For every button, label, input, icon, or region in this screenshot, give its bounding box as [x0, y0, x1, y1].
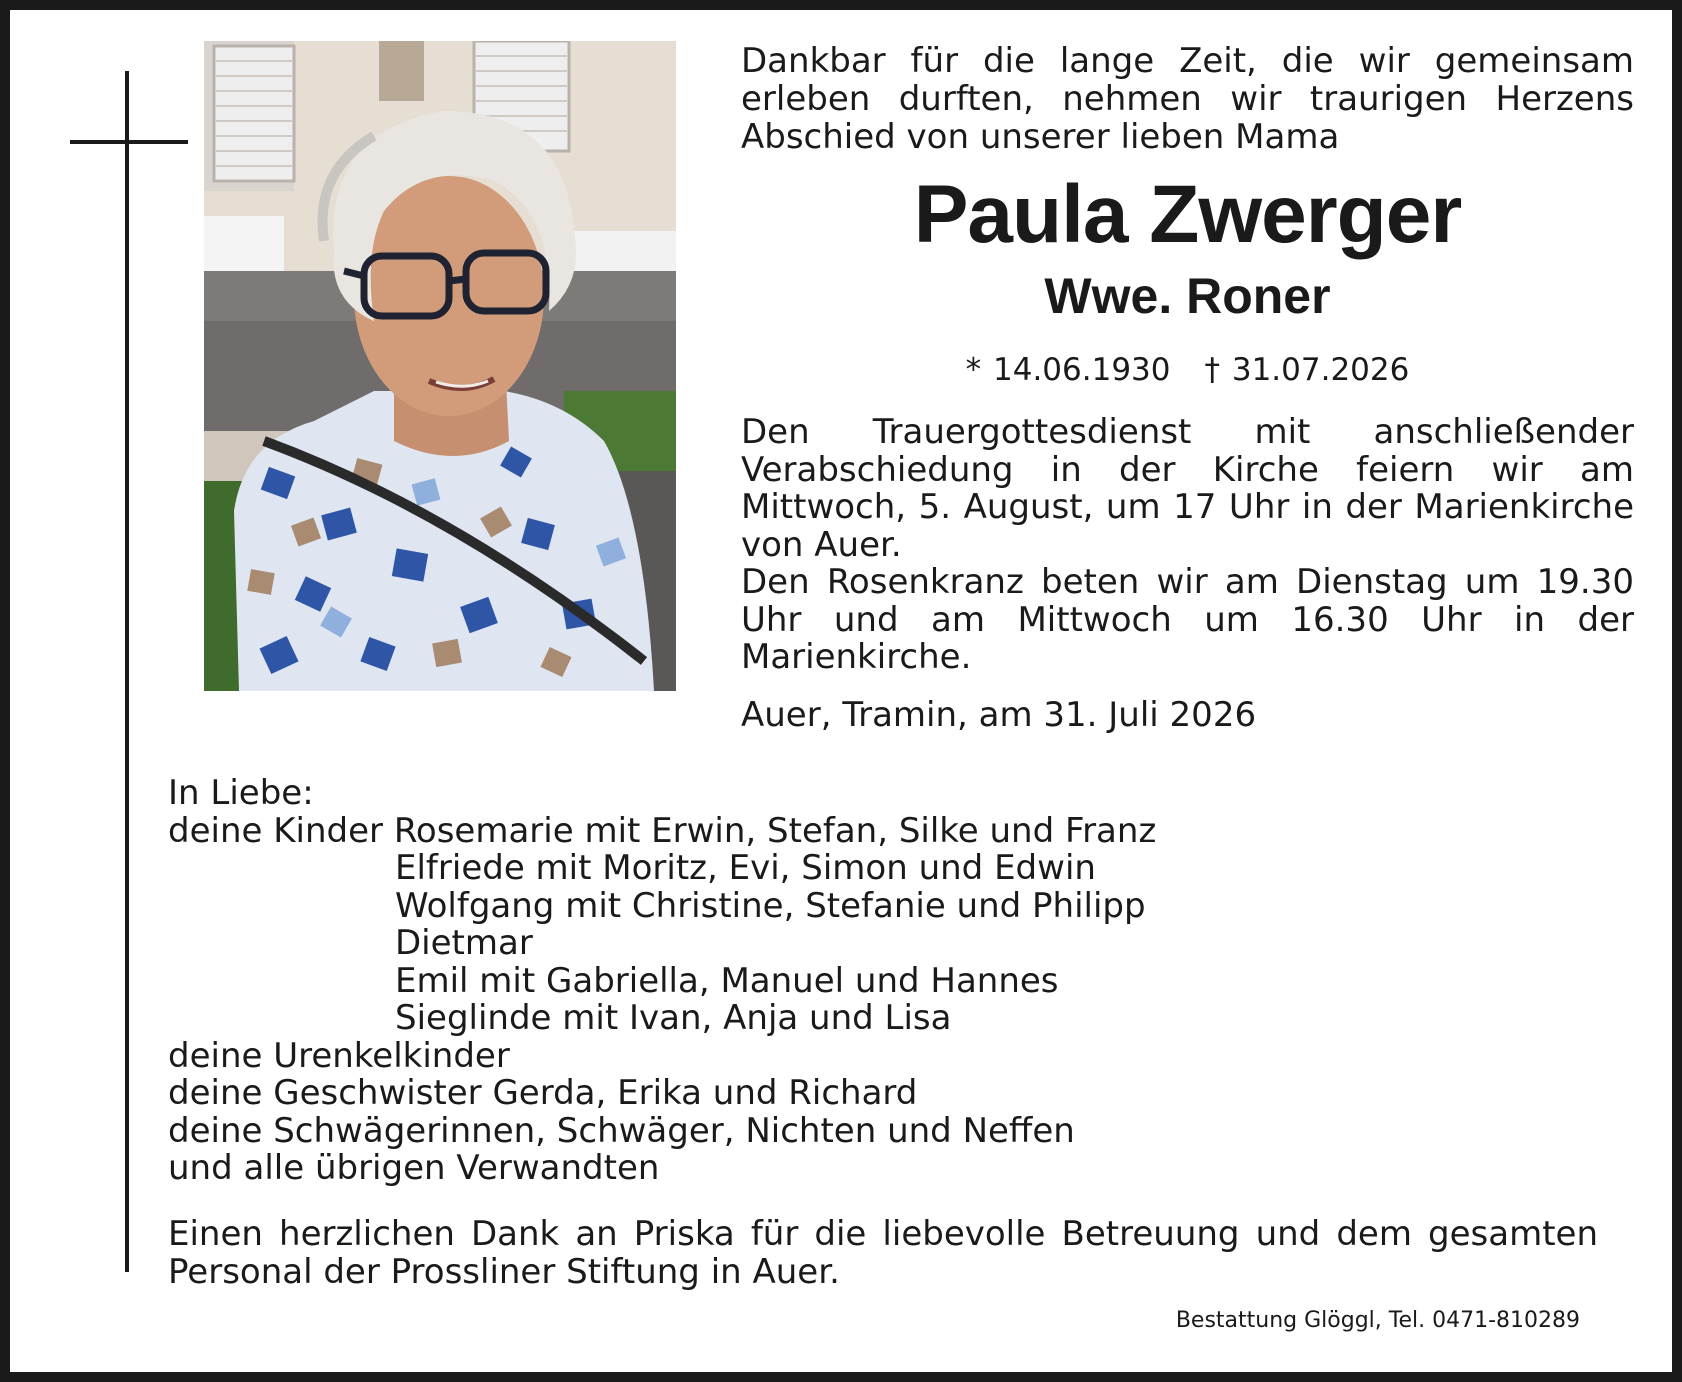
children-label: deine Kinder: [168, 810, 394, 851]
deceased-name: Paula Zwerger: [913, 169, 1462, 260]
list-item: deine Urenkelkinder: [168, 1035, 510, 1076]
funeral-mass-text: Den Trauergottesdienst mit anschließender Verabschiedung in der Kirche feiern wir am Mittwoch, 5. August, um 17 Uhr in der Marienkirche von Auer.: [741, 412, 1634, 565]
portrait-photo: [204, 41, 676, 691]
mourners-list: [168, 775, 1568, 1188]
rosary-text: Den Rosenkranz beten wir am Dienstag um 19.30 Uhr und am Mittwoch um 16.30 Uhr in der Marienkirche.: [741, 562, 1634, 677]
funeral-home-contact: Bestattung Glöggl, Tel. 0471-810289: [1175, 1308, 1580, 1333]
child-entry: Rosemarie mit Erwin, Stefan, Silke und Franz: [393, 810, 1157, 851]
child-entry: Dietmar: [395, 923, 533, 963]
thanks-text: Einen herzlichen Dank an Priska für die liebevolle Betreuung und dem gesamten Personal der Prossliner Stiftung in Auer.: [168, 1214, 1598, 1292]
list-item: [168, 810, 1568, 851]
child-entry: Elfriede mit Moritz, Evi, Simon und Edwin: [395, 848, 1096, 888]
deceased-maiden-name: Wwe. Roner: [1044, 268, 1331, 324]
mourners-heading: In Liebe:: [168, 773, 314, 813]
list-item: deine Geschwister Gerda, Erika und Richard: [168, 1073, 918, 1113]
birth-date: * 14.06.1930: [965, 352, 1171, 388]
service-info: [741, 414, 1634, 677]
child-entry: Wolfgang mit Christine, Stefanie und Philipp: [395, 885, 1146, 926]
intro-text: Dankbar für die lange Zeit, die wir gemeinsam erleben durften, nehmen wir traurigen Herzens Abschied von unserer lieben Mama: [741, 41, 1634, 157]
death-date: † 31.07.2026: [1204, 352, 1410, 388]
list-item: und alle übrigen Verwandten: [168, 1148, 660, 1188]
place-and-date: Auer, Tramin, am 31. Juli 2026: [741, 694, 1257, 735]
list-item: deine Schwägerinnen, Schwäger, Nichten und Neffen: [168, 1110, 1075, 1151]
child-entry: Sieglinde mit Ivan, Anja und Lisa: [395, 998, 952, 1038]
cross-symbol-vertical: [125, 71, 129, 1272]
main-text-column: [741, 42, 1634, 735]
child-entry: Emil mit Gabriella, Manuel und Hannes: [395, 960, 1059, 1001]
cross-symbol-horizontal: [70, 140, 188, 144]
life-dates: [741, 350, 1634, 390]
